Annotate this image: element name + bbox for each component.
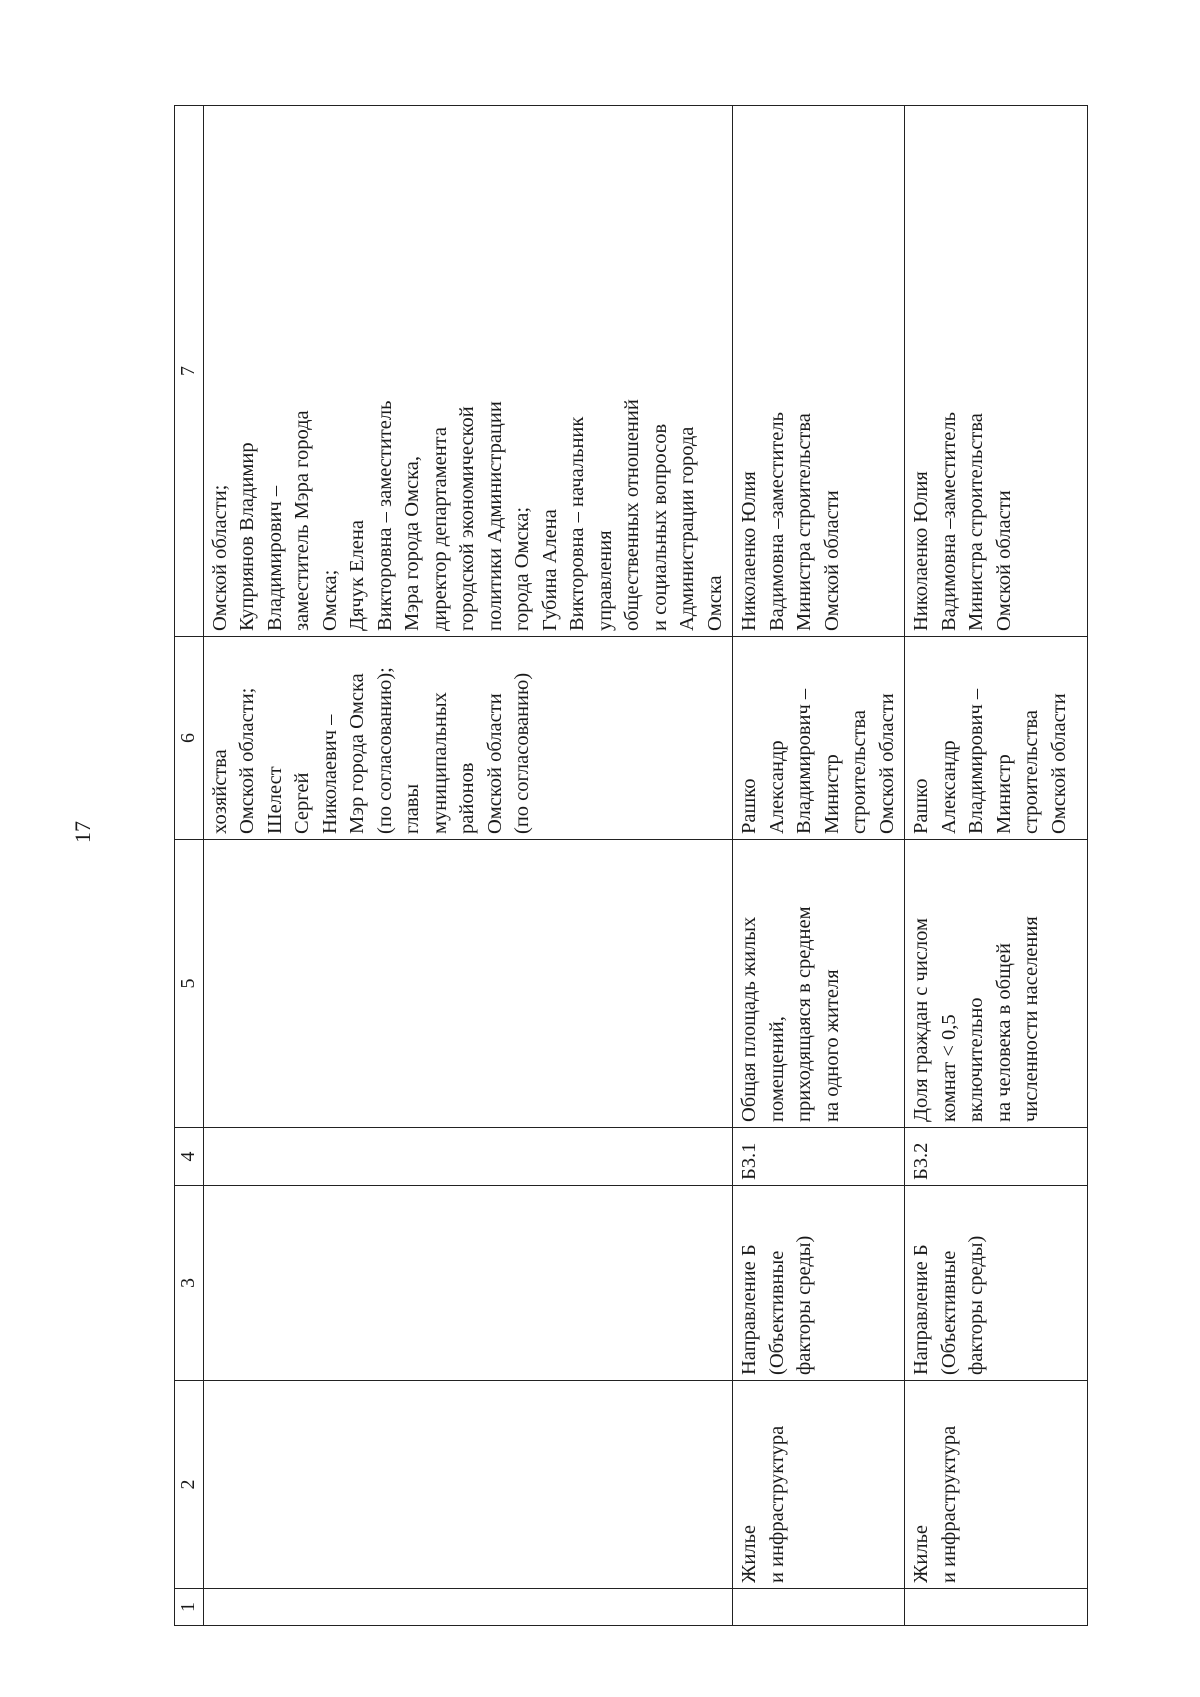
rotated-table-wrapper [174,106,1070,1626]
page-number: 17 [70,821,95,843]
table-row [733,106,905,1626]
cell-code [203,1128,733,1186]
cell-code: Б3.2 [905,1128,1088,1186]
column-header-1: 1 [175,1589,204,1626]
cell-sphere: Жилье и инфраструктура [905,1381,1088,1589]
cell-coexecutors: Николаенко Юлия Вадимовна –заместитель Министра строительства Омской области [733,106,905,637]
column-header-5: 5 [175,840,204,1128]
document-table [174,105,1088,1626]
cell-sphere: Жилье и инфраструктура [733,1381,905,1589]
cell-number [203,1589,733,1626]
table-row [905,106,1088,1626]
cell-indicator [203,840,733,1128]
column-header-4: 4 [175,1128,204,1186]
cell-responsible: Рашко Александр Владимирович – Министр строительства Омской области [733,637,905,840]
cell-number [733,1589,905,1626]
cell-indicator: Доля граждан с числом комнат < 0,5 включительно на человека в общей численности населения [905,840,1088,1128]
column-header-3: 3 [175,1186,204,1381]
cell-direction [203,1186,733,1381]
cell-responsible: хозяйства Омской области; Шелест Сергей Николаевич – Мэр города Омска (по согласованию); главы муниципальных районов Омской области (по согласованию) [203,637,733,840]
column-header-2: 2 [175,1381,204,1589]
cell-indicator: Общая площадь жилых помещений, приходящаяся в среднем на одного жителя [733,840,905,1128]
cell-coexecutors: Омской области; Куприянов Владимир Владимирович – заместитель Мэра города Омска; Дячук Елена Викторовна – заместитель Мэра города Омска, директор департамента городской экономической политики Администрации города Омска; Губина Алена Викторовна – начальник управления общественных отношений и социальных вопросов Администрации города Омска [203,106,733,637]
header-row [175,106,204,1626]
cell-direction: Направление Б (Объективные факторы среды) [733,1186,905,1381]
cell-direction: Направление Б (Объективные факторы среды) [905,1186,1088,1381]
column-header-6: 6 [175,637,204,840]
table-row [203,106,733,1626]
cell-coexecutors: Николаенко Юлия Вадимовна –заместитель Министра строительства Омской области [905,106,1088,637]
cell-code: Б3.1 [733,1128,905,1186]
cell-number [905,1589,1088,1626]
column-header-7: 7 [175,106,204,637]
cell-sphere [203,1381,733,1589]
cell-responsible: Рашко Александр Владимирович – Министр строительства Омской области [905,637,1088,840]
